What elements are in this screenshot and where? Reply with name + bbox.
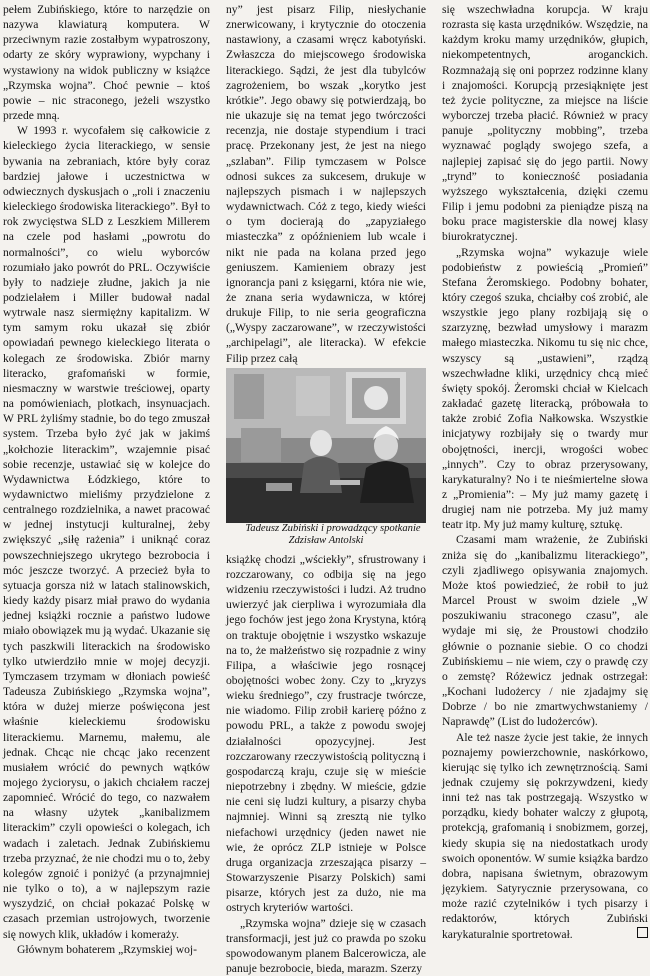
paragraph: pełem Zubińskiego, które to narzędzie on nazywa klawiaturą komputera. W przeciwnym razie zostałbym wypatroszony, odarty ze skóry wyprawiony, wypchany i wystawiony na widok publiczny w książce „Rzymska wojna”. Choć pewnie – ktoś powie – nic straconego, jeżeli wszystko przede mną. [3, 2, 210, 123]
end-of-article-mark [637, 927, 648, 938]
text-column-right [442, 2, 648, 942]
event-photo [226, 368, 426, 523]
paragraph: „Rzymska wojna” wykazuje wiele podobieństw z powieścią „Promień” Stefana Żeromskiego. Podobny bohater, który czegoś szuka, chciałby coś zrobić, ale wszystkie jego plany rozbijają się o szarzyznę, bezwład umysłowy i marazm małego miasteczka. Nikomu tu się nic chce, wszyscy są „ustawieni”, rządzą wszechwładne kliki, urzędnicy chcą mieć święty spokój. Żeromski chciał w Kielcach zakładać gazetę literacką, próbowała to także zrobić Zofia Nałkowska. Wszystkie inicjatywy rozbijały się o twardy mur obojętności, inercji, wrogości wobec „innych”. Czy to obraz przerysowany, karykaturalny? No i te nieśmiertelne słowa z „Promienia”: – My już mamy gazetę i drugiej nam nie potrzeba. My już mamy teatr itp. My już mamy kulturę, sztukę. [442, 245, 648, 533]
paragraph: Czasami mam wrażenie, że Zubiński zniża się do „kanibalizmu literackiego”, czyli zjadliwego opisywania znajomych. Może ktoś powiedzieć, że robił to już Marcel Proust w swoim dziele „W poszukiwaniu straconego czasu”, ale wydaje mi się, że Proustowi chodziło głównie o poznanie siebie. O co chodzi Zubińskiemu – nie wiem, czy o prawdę czy o zemstę? Różewicz jednak ostrzegał: „Kochani ludożercy / nie zjadajmy się Dobrze / bo nie zmartwychwstaniemy / Naprawdę” (List do ludożerców). [442, 532, 648, 729]
paragraph: „Rzymska wojna” dzieje się w czasach transformacji, jest już co prawda po szoku spowodowanym planem Balcerowicza, ale panuje bezrobocie, bieda, marazm. Szerzy [226, 916, 426, 976]
paragraph-final [442, 730, 648, 942]
text-column-middle [226, 2, 426, 976]
photo-figure [226, 368, 426, 548]
paragraph-text: Ale też nasze życie jest takie, że innych poznajemy powierzchownie, naskórkowo, kierując się tylko ich zewnętrznością. Sami jednak czujemy się pokrzywdzeni, kiedy inni też nas tak postrzegają. Wszystko w porządku, kiedy bohater walczy z głupotą, protekcją, grafomanią i snobizmem, gorzej, kiedy skupia się na niedostatkach urody swoich oponentów. W sumie książka bardzo dobra, napisana świetnym, obrazowym językiem. Satyrycznie przerysowana, co może razić czytelników i tych pisarzy i redaktorów, których Zubiński karykaturalnie sportretował. [442, 731, 648, 941]
paragraph: W 1993 r. wycofałem się całkowicie z kieleckiego życia literackiego, w sensie bywania na zebraniach, które były coraz bardziej jałowe i uczestnictwa w odwiecznych dyskusjach o „roli i znaczeniu kieleckiego środowiska literackiego”. Był to rok zwycięstwa SLD z Leszkiem Millerem na czele pod hasłami „powrotu do normalności”, co wielu wyborców rozumiało jako powrót do PRL. Oczywiście były to nadzieje złudne, jakich ja nie podzielałem i Miller budował nadal wytrwale nasz siermiężny kapitalizm. W tym samym roku ukazał się zbiór opowiadań pewnego kieleckiego literata o kolegach ze środowiska. Zbiór marny literacko, grafomański w formie, niesmaczny w warstwie treściowej, oparty na pomówieniach, plotkach, insynuacjach. W PRL żyliśmy stadnie, bo do tego zmuszał system. Trzeba było żyć jak w jakimś „kołchozie literackim”, wzajemnie pisać sobie recenzje, ustawiać się w kolejce do Wydawnictwa Łódzkiego, które to wydawnictwo mieliśmy przydzielone z centralnego rozdzielnika, a nawet pracować w jednej instytucji kulturalnej, żeby zwiększyć „siłę rażenia” i uniknąć coraz powszechniejszego ukrytego bezrobocia i móc jeszcze tworzyć. A przecież była to sytuacja gorsza niż w latach stalinowskich, kiedy każdy pisarz miał prawo do wydania jednej książki rocznie a państwo ludowe miało obowiązek mu ją wydać. Ukazanie się tych paszkwili literackich na środowisko tylko utwierdziło mnie w mojej decyzji. Tymczasem trzymam w dłoniach powieść Tadeusza Zubińskiego „Rzymska wojna”, która w dużej mierze poświęcona jest właśnie kieleckiemu środowisku literackiemu. Marnemu, małemu, ale jednak. Chcąc nie chcąc jako recenzent musiałem wrócić do pewnych wątków mojego życiorysu, o jakich chciałem raczej zapomnieć. Wrócić do tego, co nazwałem na własny użytek „kanibalizmem literackim” czyli opowieści o kolegach, ich wadach i zaletach. Jednak Zubińskiemu trzeba przyznać, że nie chodzi mu o to, żeby kolegów zgnoić i poniżyć (a przynajmniej nie tylko o to), a w najlepszym razie wyszydzić, on chciał pokazać Polskę w czasach przemian ustrojowych, tworzenie się nowych klik, układów i komeraży. [3, 123, 210, 941]
paragraph: książkę chodzi „wściekły”, sfrustrowany i rozczarowany, co odbija się na jego widzeniu rzeczywistości i ludzi. Aż trudno uwierzyć jak cierpliwa i wyrozumiała dla jego fochów jest jego żona Krystyna, którą on traktuje obojętnie i wszystko wskazuje na to, że małżeństwo się rozpadnie z winy Filipa, a właściwie jego rosnącej obojętności wobec żony. Czy to „kryzys wieku średniego”, czy frustracje twórcze, nie wiadomo. Filip zrobił karierę późno z powodu PRL, a także z powodu swojej działalności opozycyjnej. Jest rozczarowany rzeczywistością polityczną i gospodarczą kraju, czuje się w mieście niepotrzebny i zbędny. W mieście, gdzie nie ceni się ludzi kultury, a pisarzy chyba najmniej. Winni są zresztą nie tylko niefachowi urzędnicy (jeden nawet nie wie, że oprócz ZLP istnieje w Polsce druga organizacja zrzeszająca pisarzy – Stowarzyszenie Pisarzy Polskich) sami pisarze, których jest za dużo, nie ma ostrych kryteriów wartości. [226, 552, 426, 916]
paragraph: Głównym bohaterem „Rzymskiej woj- [3, 942, 210, 957]
photo-caption: Tadeusz Zubiński i prowadzący spotkanie Zdzisław Antolski [226, 523, 426, 548]
paragraph: się wszechwładna korupcja. W kraju rozrasta się kasta urzędników. Wszędzie, na każdym kroku mamy urzędników, głupich, niekompetentnych, aroganckich. Rozmnażają się oni poprzez rodzinne klany i znajomości. Korupcją przesiąknięte jest też życie polityczne, za miejsce na liście wyborczej trzeba płacić. Również w pracy panuje „polityczny mobbing”, trzeba wyznawać poglądy swojego szefa, a najlepiej zapisać się do jego partii. Nowy „trynd” to konieczność posiadania wyższego wykształcenia, dzięki czemu Filip i jemu podobni za pieniądze piszą na boku prace magisterskie dla nowej klasy biurokratycznej. [442, 2, 648, 245]
paragraph: ny” jest pisarz Filip, niesłychanie znerwicowany, i krytycznie do otoczenia nastawiony, a czasami wręcz kabotyński. Zwłaszcza do miejscowego środowiska literackiego. Sądzi, że jest dla tubylców zagrożeniem, bo wszak „korytko jest krótkie”. Jego obawy się potwierdzają, bo nie ukazuje się na temat jego twórczości recenzja, nie dostaje stypendium i traci pracę. Przekonany jest, że jest na niego „szlaban”. Filip tymczasem w Polsce odnosi sukces za sukcesem, drukuje w najlepszych pismach i w najlepszych wydawnictwach. Cóż z tego, kiedy wieści o tym docierają do „zapyziałego miasteczka” z opóźnieniem lub wcale i nikt nie pada na kolana przed jego geniuszem. Kamieniem obrazy jest ignorancja pani z księgarni, która nie wie, że znana seria wydawnicza, w której drukuje Filip, to nie seria geograficzna („Wyspy zaczarowane”, w rzeczywistości „archipelagi”, ale literacka). W efekcie Filip przez całą [226, 2, 426, 366]
text-column-left [3, 2, 210, 957]
